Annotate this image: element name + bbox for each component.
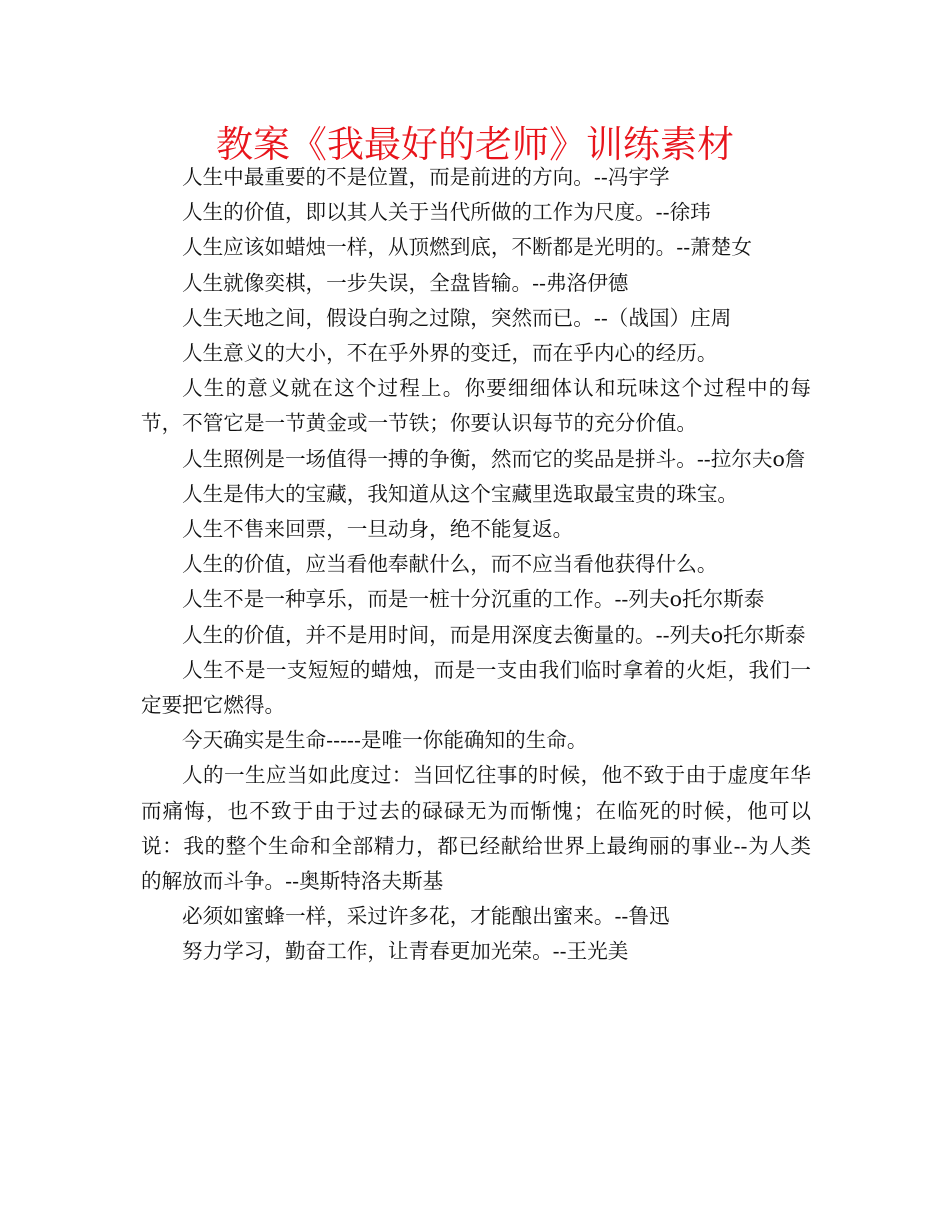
paragraph: 人生的意义就在这个过程上。你要细细体认和玩味这个过程中的每节，不管它是一节黄金或一节铁；你要认识每节的充分价值。 (141, 376, 811, 436)
paragraph: 人生不是一支短短的蜡烛，而是一支由我们临时拿着的火炬，我们一定要把它燃得。 (141, 657, 811, 718)
paragraph: 人生的价值，并不是用时间，而是用深度去衡量的。--列夫ο托尔斯泰 (182, 622, 806, 647)
document-body (141, 160, 811, 970)
paragraph: 人生中最重要的不是位置，而是前进的方向。--冯宇学 (182, 165, 670, 189)
paragraph: 人生就像奕棋，一步失误，全盘皆输。--弗洛伊德 (182, 270, 629, 295)
document-title: 教案《我最好的老师》训练素材 (216, 123, 734, 166)
paragraph: 人生意义的大小，不在乎外界的变迁，而在乎内心的经历。 (182, 341, 718, 366)
paragraph: 人的一生应当如此度过：当回忆往事的时候，他不致于由于虚度年华而痛悔，也不致于由于过去的碌碌无为而惭愧；在临死的时候，他可以说：我的整个生命和全部精力，都已经献给世界上最绚丽的事业--为人类的解放而斗争。--奥斯特洛夫斯基 (141, 763, 811, 894)
paragraph: 人生的价值，应当看他奉献什么，而不应当看他获得什么。 (182, 552, 718, 577)
paragraph: 努力学习，勤奋工作，让青春更加光荣。--王光美 (182, 939, 629, 964)
paragraph: 人生不是一种享乐，而是一桩十分沉重的工作。--列夫ο托尔斯泰 (182, 587, 765, 612)
paragraph: 今天确实是生命-----是唯一你能确知的生命。 (182, 728, 588, 753)
paragraph: 人生照例是一场值得一搏的争衡，然而它的奖品是拼斗。--拉尔夫ο詹 (182, 446, 806, 471)
paragraph: 人生天地之间，假设白驹之过隙，突然而已。--（战国）庄周 (182, 305, 732, 330)
paragraph: 人生应该如蜡烛一样，从顶燃到底，不断都是光明的。--萧楚女 (182, 235, 752, 260)
paragraph: 必须如蜜蜂一样，采过许多花，才能酿出蜜来。--鲁迅 (182, 904, 670, 929)
paragraph: 人生的价值，即以其人关于当代所做的工作为尺度。--徐玮 (182, 200, 711, 225)
paragraph: 人生是伟大的宝藏，我知道从这个宝藏里选取最宝贵的珠宝。 (182, 481, 739, 506)
paragraph: 人生不售来回票，一旦动身，绝不能复返。 (182, 517, 574, 542)
